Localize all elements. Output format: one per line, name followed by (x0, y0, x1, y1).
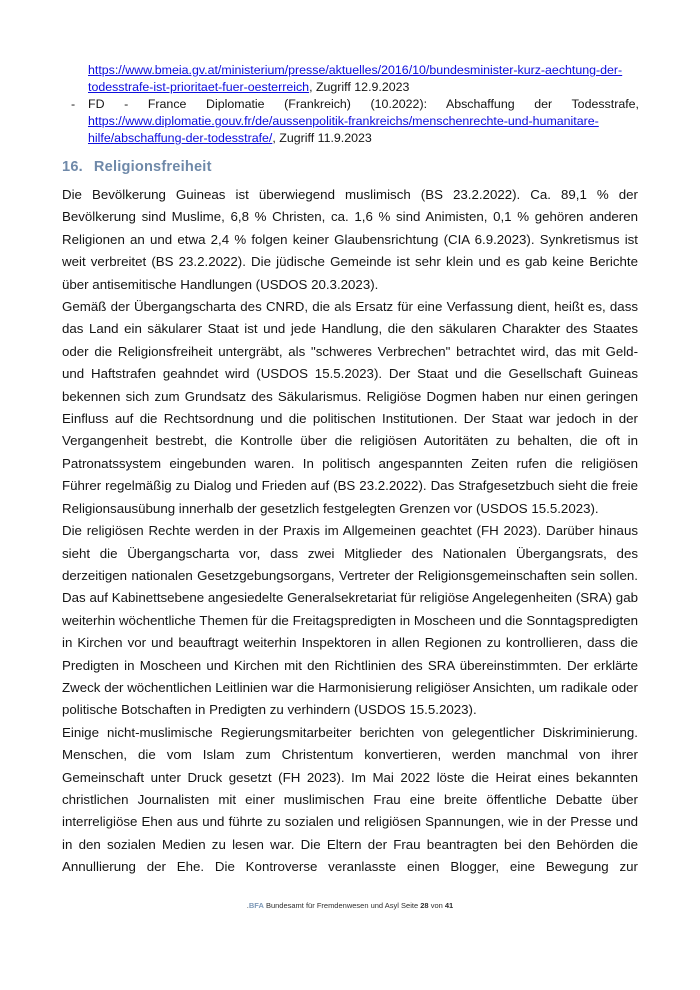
footer-logo-dot: . (246, 901, 249, 910)
section-title: Religionsfreiheit (93, 159, 212, 175)
reference-link-bmeia[interactable]: https://www.bmeia.gv.at/ministerium/presse/aktuelles/2016/10/bundesminister-kurz-aechtung-der-todesstrafe-ist-prioritaet-fuer-oesterreich (88, 63, 623, 94)
document-body (62, 184, 638, 879)
footer-logo-bfa: BFA (248, 901, 264, 910)
reference-access-date: , Zugriff 12.9.2023 (309, 80, 410, 94)
page-footer (0, 901, 700, 910)
list-dash: - (71, 97, 76, 111)
reference-source-text: FD - France Diplomatie (Frankreich) (10.2022): Abschaffung der Todesstrafe, (88, 97, 639, 111)
reference-access-date: , Zugriff 11.9.2023 (272, 131, 372, 145)
body-paragraph: Die religiösen Rechte werden in der Praxis im Allgemeinen geachtet (FH 2023). Darüber hinaus sieht die Übergangscharta vor, dass zwei Mitglieder des Nationalen Übergangsrats, des derzeitigen nationalen Gesetzgebungsorgans, Vertreter der Religionsgemeinschaften sein sollen. Das auf Kabinettsebene angesiedelte Generalsekretariat für religiöse Angelegenheiten (SRA) gab weiterhin wöchentliche Themen für die Freitagspredigten in Moscheen und die Sonntagspredigten in Kirchen vor und beauftragt weiterhin Inspektoren in allen Regionen zu kontrollieren, dass die Predigten in Moscheen und Kirchen mit den Richtlinien des SRA übereinstimmten. Der erklärte Zweck der wöchentlichen Leitlinien war die Harmonisierung religiöser Ansichten, um radikale oder politische Botschaften in Predigten zu verhindern (USDOS 15.5.2023). (62, 523, 638, 718)
section-number: 16. (62, 159, 83, 175)
body-paragraph: Die Bevölkerung Guineas ist überwiegend muslimisch (BS 23.2.2022). Ca. 89,1 % der Bevölkerung sind Muslime, 6,8 % Christen, ca. 1,6 % sind Animisten, 0,1 % gehören anderen Religionen an und etwa 2,4 % folgen keiner Glaubensrichtung (CIA 6.9.2023). Synkretismus ist weit verbreitet (BS 23.2.2022). Die jüdische Gemeinde ist sehr klein und es gab keine Berichte über antisemitische Handlungen (USDOS 20.3.2023). (62, 187, 638, 292)
footer-page-current: 28 (420, 901, 429, 910)
footer-page-label: Seite (401, 901, 419, 910)
reference-item (71, 96, 639, 147)
reference-link-diplomatie[interactable]: https://www.diplomatie.gouv.fr/de/aussenpolitik-frankreichs/menschenrechte-und-humanitare-hilfe/abschaffung-der-todesstrafe/ (88, 114, 599, 145)
section-heading (62, 159, 212, 175)
footer-organization: Bundesamt für Fremdenwesen und Asyl (265, 901, 399, 910)
footer-page-total: 41 (444, 901, 454, 910)
references-list (71, 62, 639, 147)
body-paragraph: Gemäß der Übergangscharta des CNRD, die als Ersatz für eine Verfassung dient, heißt es, dass das Land ein säkularer Staat ist und jede Handlung, die den säkularen Charakter des Staates oder die Religionsfreiheit untergräbt, als "schweres Verbrechen" betrachtet wird, das mit Geld- und Haftstrafen geahndet wird (USDOS 15.5.2023). Der Staat und die Gesellschaft Guineas bekennen sich zum Grundsatz des Säkularismus. Religiöse Dogmen haben nur einen geringen Einfluss auf die Rechtsordnung und die politischen Institutionen. Der Staat war jedoch in der Vergangenheit bestrebt, die Kontrolle über die religiösen Autoritäten zu behalten, die oft in Patronatssystem eingebunden waren. In politisch angespannten Zeiten rufen die religiösen Führer regelmäßig zu Dialog und Frieden auf (BS 23.2.2022). Das Strafgesetzbuch sieht die freie Religionsausübung innerhalb der gesetzlich festgelegten Grenzen vor (USDOS 15.5.2023). (62, 299, 638, 516)
reference-item (88, 62, 639, 96)
body-paragraph: Einige nicht-muslimische Regierungsmitarbeiter berichten von gelegentlicher Diskriminierung. Menschen, die vom Islam zum Christentum konvertieren, werden manchmal von ihrer Gemeinschaft unter Druck gesetzt (FH 2023). Im Mai 2022 löste die Heirat eines bekannten christlichen Journalisten mit einer muslimischen Frau eine breite öffentliche Debatte über interreligiöse Ehen aus und führte zu sozialen und religiösen Spannungen, wie in der Presse und in den sozialen Medien zu lesen war. Die Eltern der Frau beantragten bei den Behörden die Annullierung der Ehe. Die Kontroverse veranlasste einen Blogger, eine Bewegung zur (62, 724, 638, 875)
footer-of-label: von (430, 901, 443, 910)
